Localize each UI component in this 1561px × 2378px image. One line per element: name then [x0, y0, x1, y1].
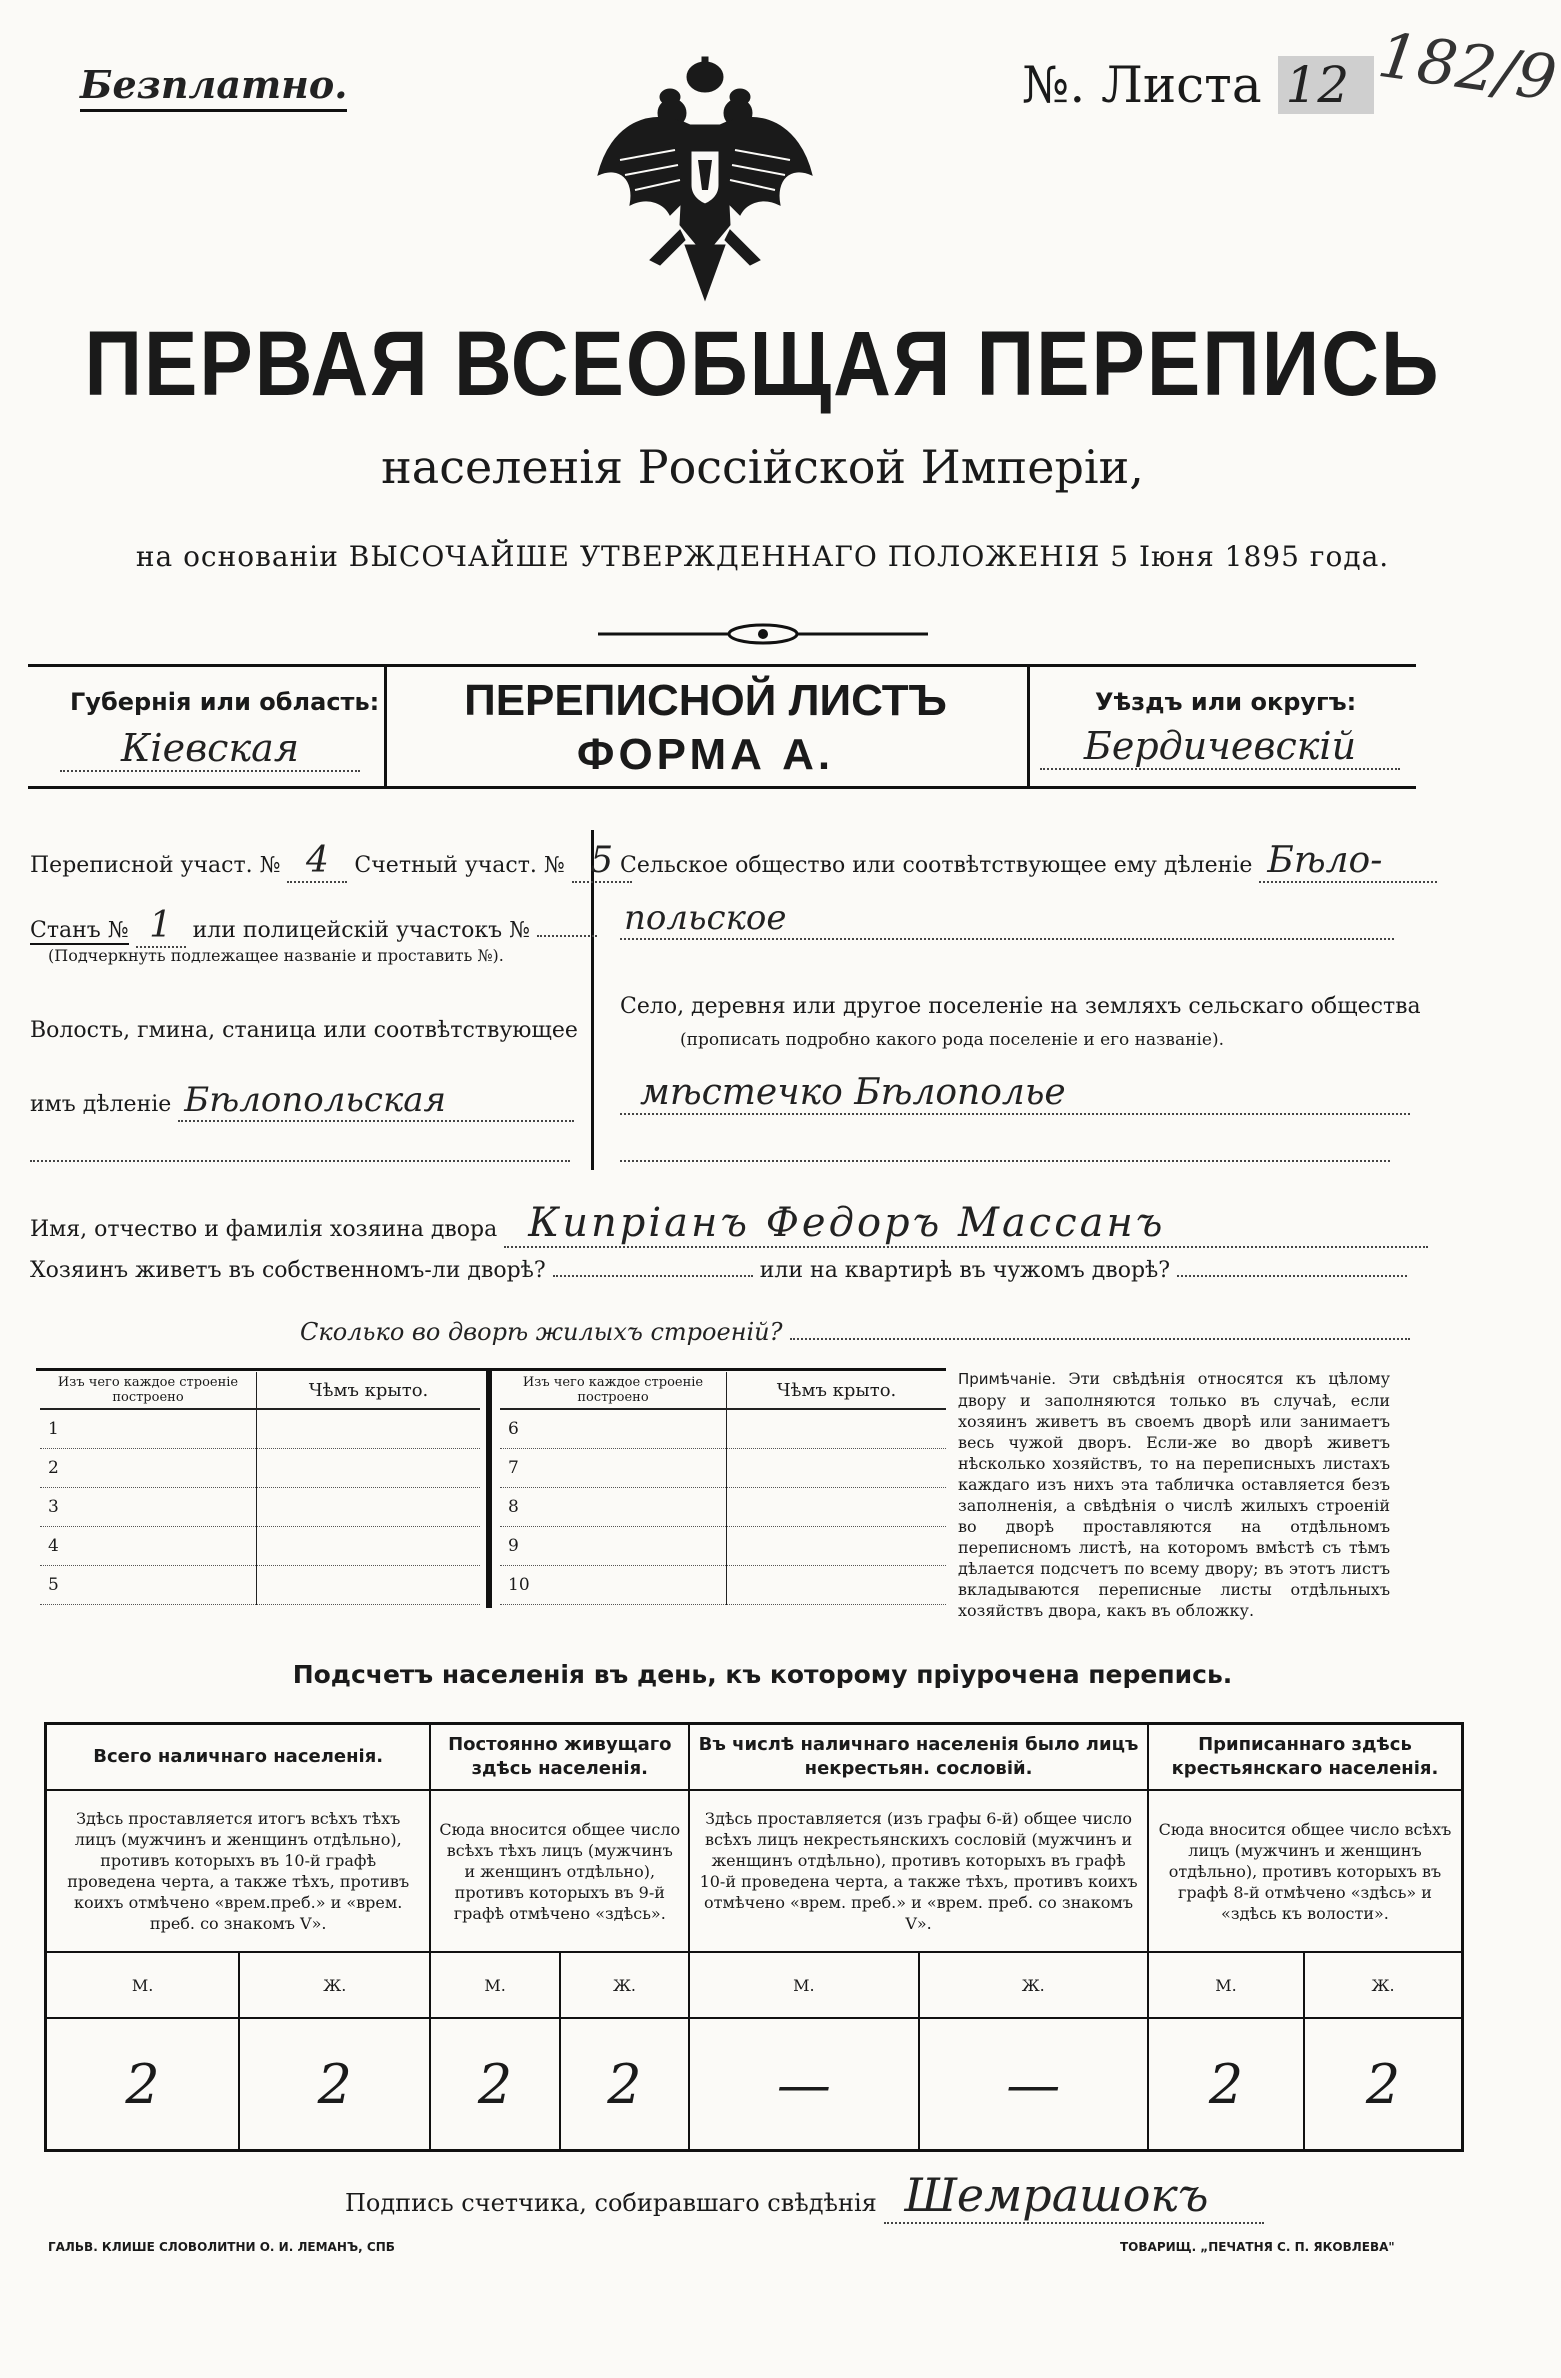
province-value: Кіевская	[60, 726, 360, 772]
row-number: 7	[500, 1449, 727, 1488]
village-extra-line	[620, 1150, 1390, 1162]
owner-name-field	[30, 1200, 1428, 1248]
volost-label	[30, 1018, 578, 1043]
stan-value: 1	[136, 905, 186, 948]
nonpeasant-female-value: —	[919, 2018, 1148, 2151]
total-male-value: 2	[46, 2018, 240, 2151]
volost-label-text: Волость, гмина, станица или соотвѣтствующее	[30, 1018, 578, 1043]
stan-label: Станъ №	[30, 918, 129, 943]
note-block	[958, 1368, 1390, 1621]
row-number: 5	[40, 1566, 257, 1605]
roof-cell	[727, 1527, 947, 1566]
table-row	[500, 1527, 946, 1566]
form-header-bottom-rule	[28, 786, 1416, 789]
buildings-table-right	[500, 1372, 946, 1605]
table-row	[40, 1449, 480, 1488]
table-row	[40, 1488, 480, 1527]
col-peasant-desc: Сюда вносится общее число всѣхъ лицъ (мужчинъ и женщинъ отдѣльно), противъ которыхъ въ графѣ 8-й отмѣчено «здѣсь» и «здѣсь къ волости».	[1148, 1790, 1463, 1952]
col-roof: Чѣмъ крыто.	[257, 1372, 481, 1409]
table-row	[500, 1488, 946, 1527]
owner-name-label: Имя, отчество и фамилія хозяина двора	[30, 1217, 498, 1242]
col-total-title: Всего наличнаго населенія.	[46, 1724, 431, 1791]
sheet-number-label: №. Листа	[1022, 56, 1262, 114]
buildings-table-left	[40, 1372, 480, 1605]
col-material: Изъ чего каждое строеніе построено	[40, 1372, 257, 1409]
sheet-number	[1022, 56, 1374, 114]
society-value-continued: польское	[620, 898, 1394, 940]
peasant-female-value: 2	[1304, 2018, 1462, 2151]
volost-value: Бѣлопольская	[178, 1080, 574, 1122]
owner-rent-label: или на квартирѣ въ чужомъ дворѣ?	[759, 1258, 1171, 1283]
village-label: Село, деревня или другое поселеніе на земляхъ сельскаго общества	[620, 994, 1421, 1019]
roof-cell	[257, 1566, 481, 1605]
col-permanent-desc: Сюда вносится общее число всѣхъ тѣхъ лицъ (мужчинъ и женщинъ отдѣльно), противъ которыхъ въ 9-й графѣ отмѣчено «здѣсь».	[430, 1790, 689, 1952]
coat-of-arms-emblem	[590, 55, 820, 305]
female-label: Ж.	[239, 1952, 430, 2018]
census-section-value: 4	[287, 840, 347, 883]
owner-lives-label: Хозяинъ живетъ въ собственномъ-ли дворѣ?	[30, 1258, 546, 1283]
count-section-label: Счетный участ. №	[354, 853, 565, 878]
form-title: ПЕРЕПИСНОЙ ЛИСТЪ	[464, 676, 947, 725]
roof-cell	[727, 1566, 947, 1605]
buildings-count-label: Сколько во дворѣ жилыхъ строеній?	[300, 1318, 783, 1346]
census-section-label: Переписной участ. №	[30, 853, 281, 878]
row-number: 6	[500, 1409, 727, 1449]
nonpeasant-male-value: —	[689, 2018, 918, 2151]
volost-extra-line	[30, 1150, 570, 1162]
district-value: Бердичевскій	[1040, 724, 1400, 770]
underline-note: (Подчеркнуть подлежащее названіе и проставить №).	[48, 946, 504, 965]
col-peasant-title: Приписаннаго здѣсь крестьянскаго населенія.	[1148, 1724, 1463, 1791]
signature-field	[345, 2168, 1264, 2224]
col-total-desc: Здѣсь проставляется итогъ всѣхъ тѣхъ лицъ (мужчинъ и женщинъ отдѣльно), противъ которыхъ въ 10-й графѣ проведена черта, а также тѣхъ, противъ коихъ отмѣчено «врем.преб.» и «врем. преб. со знакомъ V».	[46, 1790, 431, 1952]
col-nonpeasant-title: Въ числѣ наличнаго населенія было лицъ некрестьян. сословій.	[689, 1724, 1148, 1791]
society-label: Сельское общество или соотвѣтствующее ему дѣленіе	[620, 853, 1253, 878]
table-row	[500, 1449, 946, 1488]
roof-cell	[257, 1527, 481, 1566]
row-number: 4	[40, 1527, 257, 1566]
peasant-male-value: 2	[1148, 2018, 1304, 2151]
table-row	[40, 1527, 480, 1566]
male-label: М.	[1148, 1952, 1304, 2018]
row-number: 1	[40, 1409, 257, 1449]
col-nonpeasant-desc: Здѣсь проставляется (изъ графы 6-й) общее число всѣхъ лицъ некрестьянскихъ сословій (мужчинъ и женщинъ отдѣльно), противъ которыхъ въ графѣ 10-й проведена черта, а также тѣхъ, противъ коихъ отмѣчено «врем. преб.» и «врем. преб. со знакомъ V».	[689, 1790, 1148, 1952]
roof-cell	[257, 1409, 481, 1449]
society-field	[620, 840, 1437, 883]
roof-cell	[257, 1449, 481, 1488]
row-number: 3	[40, 1488, 257, 1527]
roof-cell	[727, 1488, 947, 1527]
footer-right: ТОВАРИЩ. „ПЕЧАТНЯ С. П. ЯКОВЛЕВА"	[1120, 2240, 1395, 2254]
permanent-female-value: 2	[560, 2018, 689, 2151]
signature-value: Шемрашокъ	[884, 2168, 1264, 2224]
col-material: Изъ чего каждое строеніе построено	[500, 1372, 727, 1409]
owner-lives-value	[553, 1275, 753, 1277]
roof-cell	[727, 1449, 947, 1488]
village-value: мѣстечко Бѣлополье	[620, 1072, 1410, 1115]
note-label: Примѣчаніе.	[958, 1370, 1056, 1388]
buildings-count-value	[790, 1338, 1410, 1340]
row-number: 2	[40, 1449, 257, 1488]
form-letter: ФОРМА А.	[576, 730, 835, 779]
female-label: Ж.	[1304, 1952, 1462, 2018]
table-row	[500, 1409, 946, 1449]
owner-rent-value	[1177, 1275, 1407, 1277]
district-label: Уѣздъ или округъ:	[1095, 688, 1357, 716]
row-number: 8	[500, 1488, 727, 1527]
female-label: Ж.	[560, 1952, 689, 2018]
village-note: (прописать подробно какого рода поселеніе и его названіе).	[680, 1030, 1224, 1050]
volost-field	[30, 1080, 574, 1122]
buildings-tables-divider	[486, 1368, 492, 1608]
population-table	[44, 1722, 1464, 2152]
census-section-field	[30, 840, 632, 883]
police-label: или полицейскій участокъ №	[192, 918, 530, 943]
footer-left: ГАЛЬВ. КЛИШЕ СЛОВОЛИТНИ О. И. ЛЕМАНЪ, СПБ	[48, 2240, 395, 2254]
population-heading: Подсчетъ населенія въ день, къ которому пріурочена перепись.	[292, 1660, 1233, 1689]
signature-label: Подпись счетчика, собиравшаго свѣдѣнія	[345, 2189, 877, 2217]
row-number: 9	[500, 1527, 727, 1566]
sheet-number-value: 12	[1278, 56, 1374, 114]
buildings-count-field	[300, 1318, 1410, 1346]
male-label: М.	[46, 1952, 240, 2018]
main-title: ПЕРВАЯ ВСЕОБЩАЯ ПЕРЕПИСЬ	[84, 312, 1441, 415]
province-label: Губернія или область:	[70, 688, 380, 716]
male-label: М.	[689, 1952, 918, 2018]
table-row	[40, 1409, 480, 1449]
count-section-value: 5	[572, 840, 632, 883]
female-label: Ж.	[919, 1952, 1148, 2018]
free-label: Безплатно.	[80, 62, 347, 112]
police-value	[537, 935, 597, 937]
owner-lives-field	[30, 1258, 1407, 1283]
col-roof: Чѣмъ крыто.	[727, 1372, 947, 1409]
corner-mark: 182/9	[1373, 17, 1561, 116]
subtitle: населенія Россійской Имперіи,	[381, 440, 1144, 494]
basis-text: на основаніи ВЫСОЧАЙШЕ УТВЕРЖДЕННАГО ПОЛОЖЕНІЯ 5 Іюня 1895 года.	[135, 540, 1390, 573]
table-row	[40, 1566, 480, 1605]
row-number: 10	[500, 1566, 727, 1605]
permanent-male-value: 2	[430, 2018, 559, 2151]
volost-label-text-2: имъ дѣленіе	[30, 1092, 172, 1117]
table-row	[500, 1566, 946, 1605]
total-female-value: 2	[239, 2018, 430, 2151]
society-value: Бѣло-	[1259, 840, 1437, 883]
ornament-divider	[598, 622, 928, 646]
roof-cell	[257, 1488, 481, 1527]
form-header-right-divider	[1027, 664, 1030, 786]
stan-field	[30, 905, 597, 948]
note-text: Эти свѣдѣнія относятся къ цѣлому двору и заполняются только въ случаѣ, если хозяинъ живетъ въ своемъ дворѣ или занимаетъ весь чужой дворъ. Если-же во дворѣ живетъ нѣсколько хозяйствъ, то на переписныхъ листахъ каждаго изъ нихъ эта табличка оставляется безъ заполненія, а свѣдѣнія о числѣ жилыхъ строеній во дворѣ проставляются на отдѣльномъ переписномъ листѣ, на которомъ вмѣстѣ съ тѣмъ дѣлается подсчетъ по всему двору; въ этотъ листъ вкладываются переписные листы отдѣльныхъ хозяйствъ двора, какъ въ обложку.	[958, 1369, 1390, 1620]
col-permanent-title: Постоянно живущаго здѣсь населенія.	[430, 1724, 689, 1791]
male-label: М.	[430, 1952, 559, 2018]
roof-cell	[727, 1409, 947, 1449]
form-header-top-rule	[28, 664, 1416, 667]
owner-name-value: Кипріанъ Федоръ Массанъ	[504, 1200, 1428, 1248]
